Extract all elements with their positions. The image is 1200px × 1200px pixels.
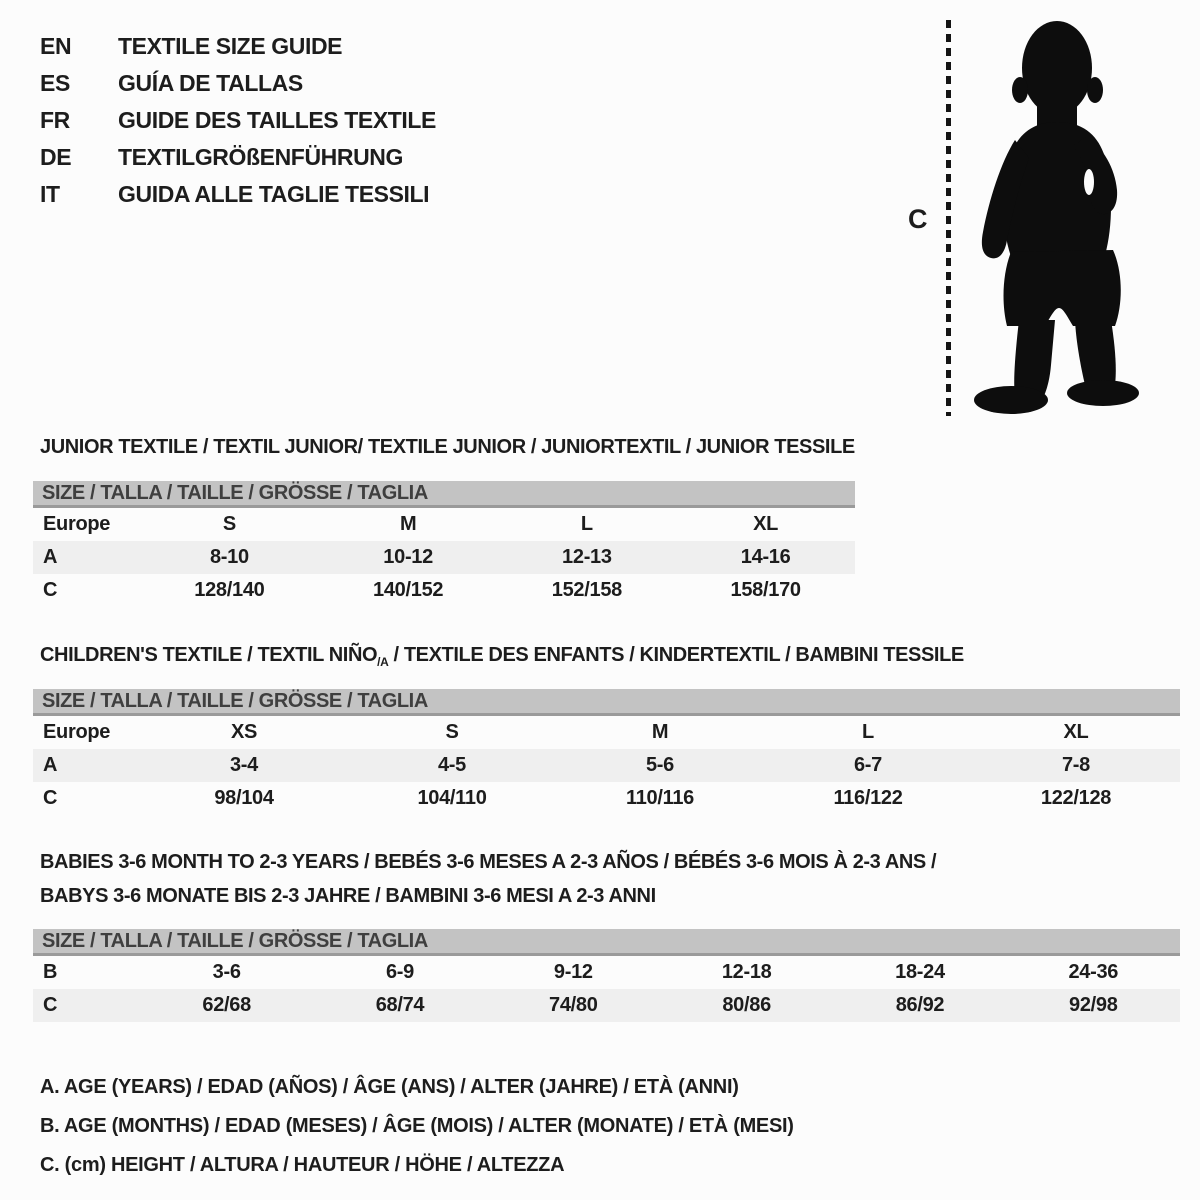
row-value: 12-18 (721, 961, 772, 983)
table-row-europe (33, 508, 855, 541)
children-title-main: CHILDREN'S TEXTILE / TEXTIL NIÑO (40, 644, 378, 666)
language-code: FR (40, 107, 70, 133)
legend-line-a: A. AGE (YEARS) / EDAD (AÑOS) / ÂGE (ANS) / ALTER (JAHRE) / ETÀ (ANNI) (40, 1076, 739, 1098)
table-row-age-years (33, 541, 855, 574)
row-value: M (399, 513, 417, 535)
babies-title-line1: BABIES 3-6 MONTH TO 2-3 YEARS / BEBÉS 3-6 MESES A 2-3 AÑOS / BÉBÉS 3-6 MOIS À 2-3 ANS / (40, 851, 937, 873)
language-row-de (40, 139, 436, 176)
row-value: 6-7 (853, 754, 882, 776)
row-value: 110/116 (626, 787, 694, 809)
language-title: GUÍA DE TALLAS (118, 70, 303, 96)
table-row-europe (33, 716, 1180, 749)
junior-section-title: JUNIOR TEXTILE / TEXTIL JUNIOR/ TEXTILE JUNIOR / JUNIORTEXTIL / JUNIOR TESSILE (40, 436, 855, 458)
row-value: 4-5 (437, 754, 466, 776)
language-row-en (40, 28, 436, 65)
row-value: 9-12 (553, 961, 593, 983)
row-value: 116/122 (833, 787, 903, 809)
babies-size-table (33, 929, 1180, 1022)
junior-size-table (33, 481, 855, 607)
row-value: 104/110 (417, 787, 487, 809)
row-value: 3-4 (229, 754, 258, 776)
row-value: 5-6 (645, 754, 674, 776)
row-label: C (43, 579, 58, 601)
row-label: B (43, 961, 58, 983)
language-row-es (40, 65, 436, 102)
row-value: 18-24 (895, 961, 945, 983)
children-size-table (33, 689, 1180, 815)
row-value: 98/104 (214, 787, 274, 809)
language-title: GUIDE DES TAILLES TEXTILE (118, 107, 436, 133)
children-title-rest: / TEXTILE DES ENFANTS / KINDERTEXTIL / BAMBINI TESSILE (388, 644, 964, 666)
language-code: IT (40, 181, 60, 207)
row-value: 6-9 (385, 961, 414, 983)
table-row-height-cm (33, 989, 1180, 1022)
row-value: S (222, 513, 236, 535)
language-title: GUIDA ALLE TAGLIE TESSILI (118, 181, 430, 207)
row-value: 14-16 (740, 546, 791, 568)
row-value: L (862, 721, 874, 743)
row-value: S (445, 721, 459, 743)
language-row-fr (40, 102, 436, 139)
language-row-it (40, 176, 436, 213)
babies-title-line2: BABYS 3-6 MONATE BIS 2-3 JAHRE / BAMBINI 3-6 MESI A 2-3 ANNI (40, 885, 656, 907)
language-title-list (40, 28, 436, 213)
children-title-subscript: /A (377, 655, 389, 669)
row-value: 86/92 (895, 994, 945, 1016)
height-measure-dashed-line (946, 20, 951, 416)
babies-section-title (40, 845, 936, 913)
language-title: TEXTILGRÖßENFÜHRUNG (118, 144, 403, 170)
row-value: 92/98 (1069, 994, 1118, 1016)
row-value: 68/74 (375, 994, 425, 1016)
row-label: A (43, 754, 58, 776)
row-value: 3-6 (212, 961, 241, 983)
row-value: XL (1063, 721, 1089, 743)
row-value: 7-8 (1061, 754, 1090, 776)
row-value: 62/68 (202, 994, 251, 1016)
row-value: XS (230, 721, 258, 743)
row-value: 74/80 (549, 994, 598, 1016)
size-header-band: SIZE / TALLA / TAILLE / GRÖSSE / TAGLIA (33, 689, 1180, 716)
row-label: Europe (43, 513, 111, 535)
row-label: C (43, 994, 58, 1016)
row-value: XL (753, 513, 779, 535)
table-row-height-cm (33, 782, 1180, 815)
children-section-title (40, 644, 964, 669)
row-label: A (43, 546, 58, 568)
legend-line-c: C. (cm) HEIGHT / ALTURA / HAUTEUR / HÖHE / ALTEZZA (40, 1154, 565, 1176)
language-code: DE (40, 144, 72, 170)
row-value: L (580, 513, 593, 535)
toddler-silhouette (963, 10, 1145, 418)
table-row-height-cm (33, 574, 855, 607)
row-label: Europe (43, 721, 111, 743)
row-value: 122/128 (1040, 787, 1112, 809)
row-value: 8-10 (209, 546, 249, 568)
table-row-age-months (33, 956, 1180, 989)
size-header-band: SIZE / TALLA / TAILLE / GRÖSSE / TAGLIA (33, 929, 1180, 956)
row-value: 152/158 (551, 579, 622, 601)
row-value: 24-36 (1068, 961, 1119, 983)
legend-line-b: B. AGE (MONTHS) / EDAD (MESES) / ÂGE (MOIS) / ALTER (MONATE) / ETÀ (MESI) (40, 1115, 794, 1137)
row-value: 12-13 (562, 546, 612, 568)
row-value: 158/170 (730, 579, 801, 601)
language-code: EN (40, 33, 72, 59)
language-title: TEXTILE SIZE GUIDE (118, 33, 343, 59)
language-code: ES (40, 70, 70, 96)
row-value: 128/140 (194, 579, 265, 601)
row-value: 80/86 (722, 994, 771, 1016)
height-measure-label: C (908, 204, 928, 234)
row-value: 140/152 (373, 579, 444, 601)
row-value: M (651, 721, 669, 743)
size-header-band: SIZE / TALLA / TAILLE / GRÖSSE / TAGLIA (33, 481, 855, 508)
measurement-legend (40, 1068, 794, 1185)
row-label: C (43, 787, 58, 809)
table-row-age-years (33, 749, 1180, 782)
row-value: 10-12 (383, 546, 433, 568)
